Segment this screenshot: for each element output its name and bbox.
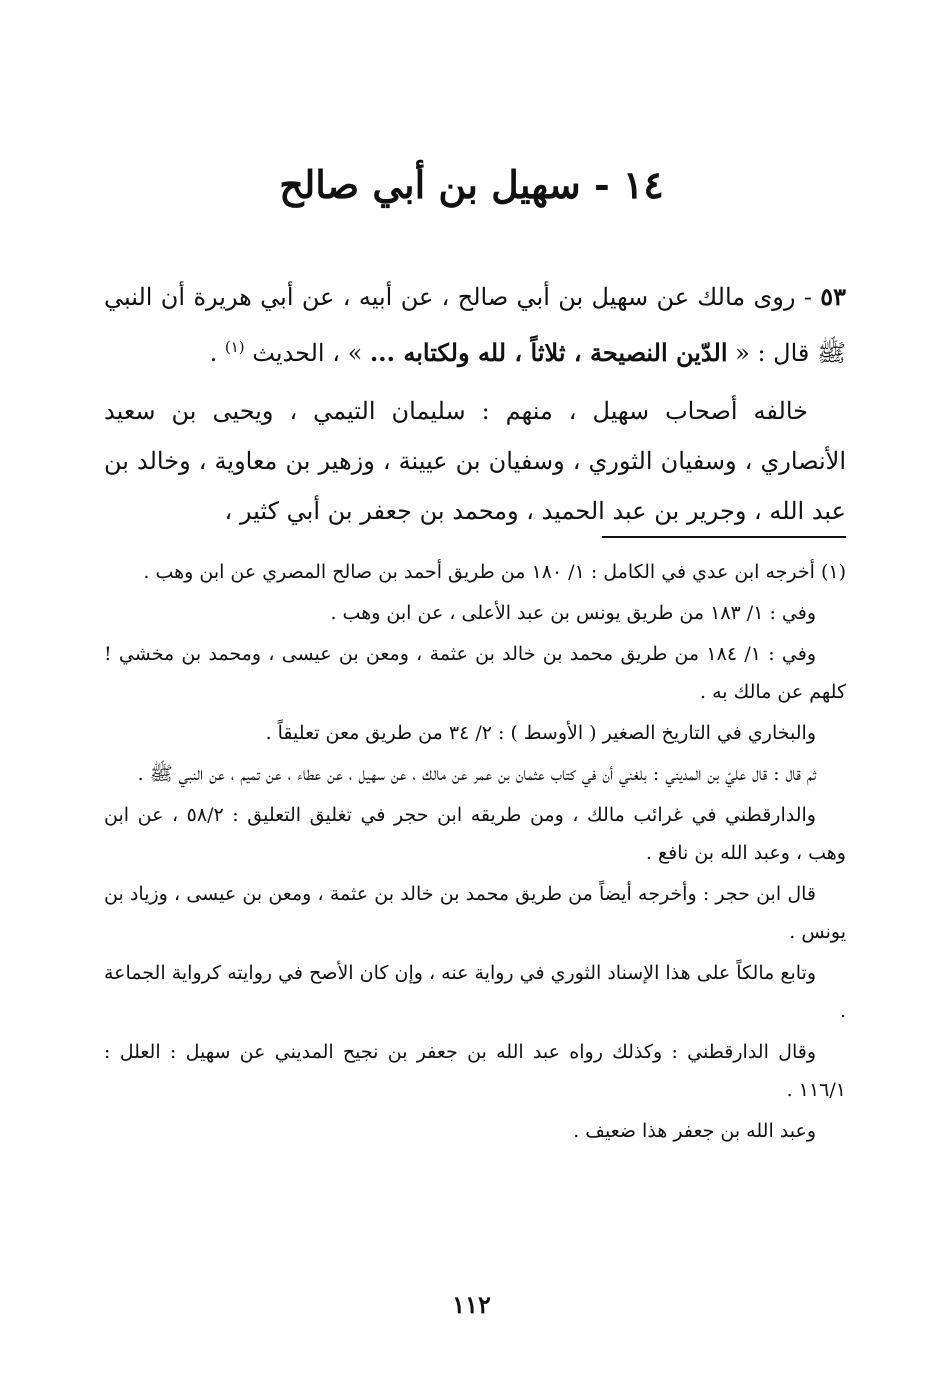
footnote-line: والبخاري في التاريخ الصغير ( الأوسط ) : ٢/ ٣٤ من طريق معن تعليقاً . bbox=[265, 722, 816, 744]
hadith-paragraph bbox=[104, 272, 846, 378]
footnote-divider bbox=[602, 536, 846, 538]
footnote-line: ثم قال : قال عليّ بن المديني : بلغني أن في كتاب عثمان بن عمر عن مالك ، عن سهيل ، عن عطاء ، عن تميم ، عن النبي ﷺ . bbox=[137, 763, 816, 785]
page-number: ١١٢ bbox=[452, 1290, 491, 1319]
footnote-line: وتابع مالكاً على هذا الإسناد الثوري في رواية عنه ، وإن كان الأصح في روايته كرواية الجماعة . bbox=[104, 962, 846, 1022]
hadith-intro: - روى مالك عن سهيل بن أبي صالح ، عن أبيه ، عن أبي هريرة أن النبي ﷺ قال : « bbox=[104, 283, 846, 367]
footnote-line: وقال الدارقطني : وكذلك رواه عبد الله بن جعفر بن نجيح المديني عن سهيل : العلل : ١١٦/١ . bbox=[104, 1041, 846, 1101]
footnotes bbox=[104, 553, 846, 1153]
chapter-title: ١٤ - سهيل بن أبي صالح bbox=[279, 162, 664, 207]
footnote-reference: (١) bbox=[224, 338, 245, 356]
narrators-paragraph: خالفه أصحاب سهيل ، منهم : سليمان التيمي ، ويحيى بن سعيد الأنصاري ، وسفيان الثوري ، وسفيان بن عيينة ، وزهير بن معاوية ، وخالد بن عبد الله ، وجرير بن عبد الحميد ، ومحمد بن جعفر بن أبي كثير ، bbox=[104, 397, 846, 525]
footnote-line: والدارقطني في غرائب مالك ، ومن طريقه ابن حجر في تغليق التعليق : ٥٨/٢ ، عن ابن وهب ، وعبد الله بن نافع . bbox=[104, 804, 846, 864]
hadith-matn: الدّين النصيحة ، ثلاثاً ، لله ولكتابه ... bbox=[369, 338, 728, 367]
footnote-line: وعبد الله بن جعفر هذا ضعيف . bbox=[573, 1120, 816, 1142]
footnote-line: قال ابن حجر : وأخرجه أيضاً من طريق محمد بن خالد بن عثمة ، ومعن بن عيسى ، وزياد بن يونس . bbox=[104, 883, 846, 943]
footnote-line: (١) أخرجه ابن عدي في الكامل : ١/ ١٨٠ من طريق أحمد بن صالح المصري عن ابن وهب . bbox=[143, 561, 846, 583]
footnote-line: وفي : ١/ ١٨٣ من طريق يونس بن عبد الأعلى ، عن ابن وهب . bbox=[330, 602, 816, 624]
footnote-line: وفي : ١/ ١٨٤ من طريق محمد بن خالد بن عثمة ، ومعن بن عيسى ، ومحمد بن مخشي ! كلهم عن مالك به . bbox=[104, 643, 846, 703]
hadith-number: ٥٣ bbox=[820, 282, 846, 311]
main-text bbox=[104, 272, 846, 536]
hadith-end: » ، الحديث bbox=[244, 339, 370, 367]
hadith-close: . bbox=[209, 339, 225, 367]
